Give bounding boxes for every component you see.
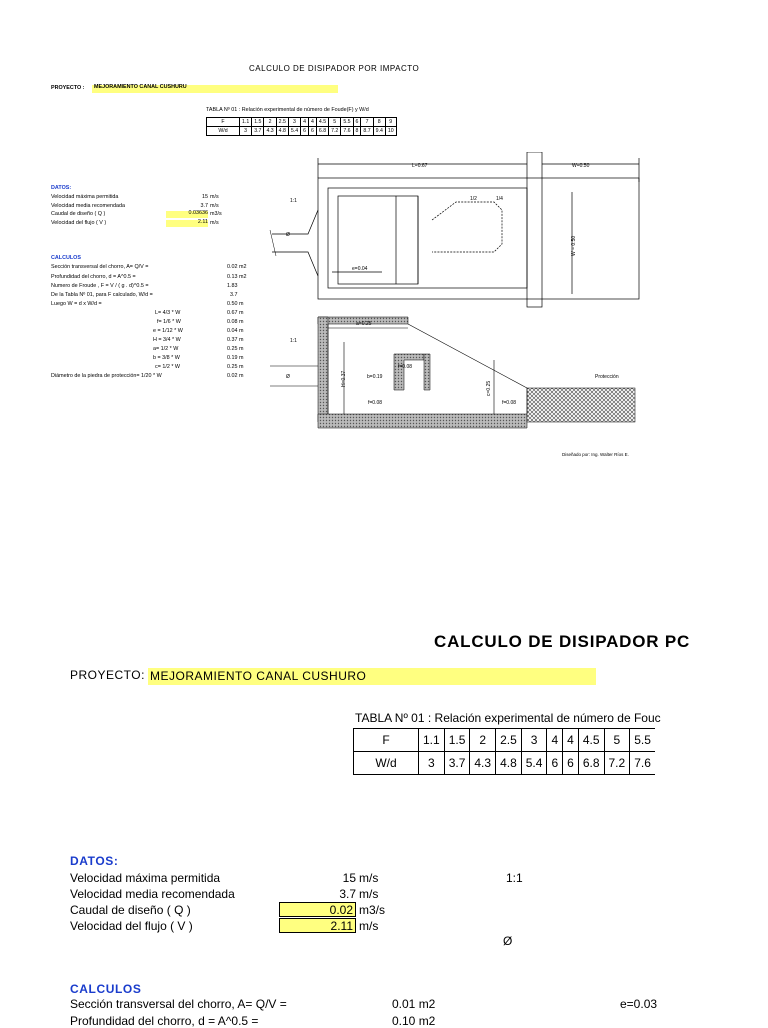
table-cell: 8.7 bbox=[361, 127, 373, 136]
table-cell: 9 bbox=[385, 118, 396, 127]
dim-L: L=0.67 bbox=[412, 163, 428, 169]
table-cell: 4.5 bbox=[578, 729, 604, 752]
calculo-value: 0.19 m bbox=[227, 355, 244, 361]
table-cell: W/d bbox=[207, 127, 240, 136]
large-slope-label: 1:1 bbox=[506, 871, 523, 885]
dim-b: b=0.19 bbox=[367, 374, 383, 380]
table-cell: 6 bbox=[563, 752, 579, 775]
large-e-label: e=0.03 bbox=[620, 997, 658, 1011]
small-calculos-heading: CALCULOS bbox=[51, 255, 81, 261]
calculo-label: c= 1/2 * W bbox=[155, 364, 181, 370]
large-datos-heading: DATOS: bbox=[70, 854, 119, 868]
table-cell: 6 bbox=[547, 752, 563, 775]
calculo-value: 0.13 m2 bbox=[227, 274, 247, 280]
datos-unit: m3/s bbox=[210, 211, 222, 217]
datos-value: 3.7 bbox=[339, 887, 356, 901]
table-cell: 5 bbox=[329, 118, 341, 127]
datos-unit: m/s bbox=[210, 203, 219, 209]
calculo-value: 0.25 m bbox=[227, 346, 244, 352]
table-cell: 3.7 bbox=[252, 127, 264, 136]
table-cell: 1.5 bbox=[252, 118, 264, 127]
table-cell: 1.1 bbox=[419, 729, 445, 752]
dim-f: f=0.08 bbox=[502, 400, 517, 406]
datos-value-input[interactable]: 2.11 bbox=[166, 220, 208, 227]
table-cell: 3 bbox=[288, 118, 300, 127]
dim-half: 1/2 bbox=[470, 196, 477, 202]
large-calculos-heading: CALCULOS bbox=[70, 982, 142, 996]
table-row bbox=[354, 752, 655, 775]
calculo-value: 0.08 m bbox=[227, 319, 244, 325]
calculo-value: 0.10 m2 bbox=[392, 1014, 436, 1028]
pipe-diameter-label: Ø bbox=[286, 374, 290, 380]
datos-unit: m/s bbox=[210, 220, 219, 226]
calculo-label: Diámetro de la piedra de protección= 1/20 * W bbox=[51, 373, 162, 379]
table-cell: W/d bbox=[354, 752, 419, 775]
small-datos-heading: DATOS: bbox=[51, 185, 72, 191]
table-row bbox=[354, 729, 655, 752]
table-cell: 8 bbox=[373, 118, 385, 127]
table-cell: F bbox=[207, 118, 240, 127]
large-diameter-symbol: Ø bbox=[503, 934, 513, 948]
table-cell: 5.4 bbox=[521, 752, 547, 775]
dim-f: f=0.08 bbox=[368, 400, 383, 406]
table-cell: 1.1 bbox=[240, 118, 252, 127]
calculo-label: Sección transversal del chorro, A= Q/V = bbox=[70, 997, 287, 1011]
slope-label: 1:1 bbox=[290, 198, 297, 204]
dim-f: f=0.08 bbox=[398, 364, 413, 370]
table-cell: 5.4 bbox=[288, 127, 300, 136]
datos-unit: m/s bbox=[359, 871, 379, 885]
pipe-diameter-label: Ø bbox=[286, 232, 290, 238]
disipador-drawing bbox=[262, 152, 646, 438]
table-cell: 2.5 bbox=[276, 118, 288, 127]
table-cell: 4.3 bbox=[264, 127, 276, 136]
calculo-label: Profundidad del chorro, d = A^0.5 = bbox=[70, 1014, 259, 1028]
table-row bbox=[207, 127, 397, 136]
calculo-value: 0.50 m bbox=[227, 301, 244, 307]
proteccion-label: Protección bbox=[595, 374, 619, 380]
table-cell: 2 bbox=[470, 729, 496, 752]
table-cell: 2.5 bbox=[496, 729, 522, 752]
table-cell: 6 bbox=[301, 127, 309, 136]
table-cell: 4.8 bbox=[276, 127, 288, 136]
dim-W: W=0.50 bbox=[572, 163, 590, 169]
calculo-label: L= 4/3 * W bbox=[155, 310, 181, 316]
datos-value: 3.7 bbox=[200, 203, 208, 209]
small-title: CALCULO DE DISIPADOR POR IMPACTO bbox=[249, 64, 420, 73]
calculo-value: 3.7 bbox=[230, 292, 238, 298]
datos-value-input[interactable]: 0.03636 bbox=[166, 211, 208, 218]
large-project-value: MEJORAMIENTO CANAL CUSHURO bbox=[148, 668, 596, 685]
calculo-label: Luego W = d x W/d = bbox=[51, 301, 102, 307]
dim-H: H=0.37 bbox=[341, 370, 347, 387]
small-project-value: MEJORAMIENTO CANAL CUSHURU bbox=[92, 85, 338, 93]
table-cell: 7 bbox=[361, 118, 373, 127]
table-cell: 5 bbox=[604, 729, 630, 752]
table-cell: 6.8 bbox=[316, 127, 328, 136]
table-cell: 7.2 bbox=[604, 752, 630, 775]
table-cell: 6 bbox=[308, 127, 316, 136]
large-froude-table bbox=[353, 728, 655, 775]
calculo-value: 0.67 m bbox=[227, 310, 244, 316]
calculo-value: 0.02 m2 bbox=[227, 264, 247, 270]
dim-e: e=0.04 bbox=[352, 266, 368, 272]
small-froude-table bbox=[206, 117, 397, 136]
table-cell: 5.5 bbox=[341, 118, 353, 127]
dim-quarter: 1/4 bbox=[496, 196, 503, 202]
plan-view bbox=[270, 152, 639, 307]
large-table-caption: TABLA Nº 01 : Relación experimental de número de Fouc bbox=[355, 711, 661, 725]
section-view bbox=[270, 317, 635, 428]
dim-a: a=0.25 bbox=[356, 321, 372, 327]
large-project-label: PROYECTO: bbox=[70, 668, 145, 682]
datos-label: Caudal de diseño ( Q ) bbox=[70, 903, 191, 917]
datos-label: Caudal de diseño ( Q ) bbox=[51, 211, 106, 217]
calculo-label: H = 3/4 * W bbox=[153, 337, 181, 343]
caudal-input[interactable]: 0.02 bbox=[279, 902, 356, 917]
table-cell: 1.5 bbox=[444, 729, 470, 752]
table-cell: 9.4 bbox=[373, 127, 385, 136]
table-cell: 6.8 bbox=[578, 752, 604, 775]
table-cell: 4 bbox=[547, 729, 563, 752]
table-cell: 4 bbox=[301, 118, 309, 127]
table-cell: 7.6 bbox=[341, 127, 353, 136]
table-cell: 7.2 bbox=[329, 127, 341, 136]
datos-value: 15 bbox=[202, 194, 208, 200]
calculo-label: e = 1/12 * W bbox=[153, 328, 183, 334]
small-project-label: PROYECTO : bbox=[51, 85, 85, 91]
large-title: CALCULO DE DISIPADOR PC bbox=[434, 632, 691, 651]
table-cell: 3 bbox=[521, 729, 547, 752]
calculo-value: 0.25 m bbox=[227, 364, 244, 370]
datos-value: 15 bbox=[342, 871, 356, 885]
velocidad-input[interactable]: 2.11 bbox=[279, 918, 356, 933]
calculo-label: f= 1/6 * W bbox=[157, 319, 181, 325]
table-cell: 3 bbox=[240, 127, 252, 136]
calculo-value: 1.83 bbox=[227, 283, 238, 289]
datos-unit: m/s bbox=[359, 919, 379, 933]
table-cell: 4 bbox=[308, 118, 316, 127]
calculo-label: Numero de Froude , F = V / ( g . d)^0.5 = bbox=[51, 283, 149, 289]
calculo-label: De la Tabla Nº 01, para F calculado, W/d = bbox=[51, 292, 153, 298]
calculo-value: 0.01 m2 bbox=[392, 997, 436, 1011]
datos-label: Velocidad máxima permitida bbox=[51, 194, 119, 200]
datos-label: Velocidad del flujo ( V ) bbox=[51, 220, 107, 226]
table-cell: F bbox=[354, 729, 419, 752]
table-cell: 4 bbox=[563, 729, 579, 752]
datos-unit: m/s bbox=[210, 194, 219, 200]
dim-c: c=0.25 bbox=[486, 380, 492, 396]
datos-label: Velocidad media recomendada bbox=[70, 887, 235, 901]
table-cell: 5.5 bbox=[630, 729, 655, 752]
dim-W-vertical: W = 0.50 bbox=[571, 235, 577, 256]
table-cell: 2 bbox=[264, 118, 276, 127]
calculo-label: Sección transversal del chorro, A= Q/V = bbox=[51, 264, 149, 270]
calculo-value: 0.04 m bbox=[227, 328, 244, 334]
slope-label: 1:1 bbox=[290, 338, 297, 344]
datos-unit: m3/s bbox=[359, 903, 386, 917]
table-cell: 7.6 bbox=[630, 752, 655, 775]
datos-label: Velocidad del flujo ( V ) bbox=[70, 919, 193, 933]
calculo-label: a= 1/2 * W bbox=[153, 346, 179, 352]
table-cell: 4.8 bbox=[496, 752, 522, 775]
calculo-label: Profundidad del chorro, d = A^0.5 = bbox=[51, 274, 136, 280]
calculo-value: 0.37 m bbox=[227, 337, 244, 343]
table-cell: 4.3 bbox=[470, 752, 496, 775]
table-row bbox=[207, 118, 397, 127]
table-cell: 4.5 bbox=[316, 118, 328, 127]
calculo-value: 0.02 m bbox=[227, 373, 244, 379]
datos-label: Velocidad máxima permitida bbox=[70, 871, 221, 885]
calculo-label: b = 3/8 * W bbox=[153, 355, 180, 361]
datos-unit: m/s bbox=[359, 887, 379, 901]
datos-label: Velocidad media recomendada bbox=[51, 203, 126, 209]
small-table-caption: TABLA Nº 01 : Relación experimental de número de Foude(F) y W/d bbox=[206, 107, 369, 113]
table-cell: 8 bbox=[353, 127, 361, 136]
table-cell: 6 bbox=[353, 118, 361, 127]
credit-text: Diseñado por: Ing. Walter Ríos E. bbox=[562, 452, 629, 457]
table-cell: 3 bbox=[419, 752, 445, 775]
table-cell: 10 bbox=[385, 127, 396, 136]
table-cell: 3.7 bbox=[444, 752, 470, 775]
